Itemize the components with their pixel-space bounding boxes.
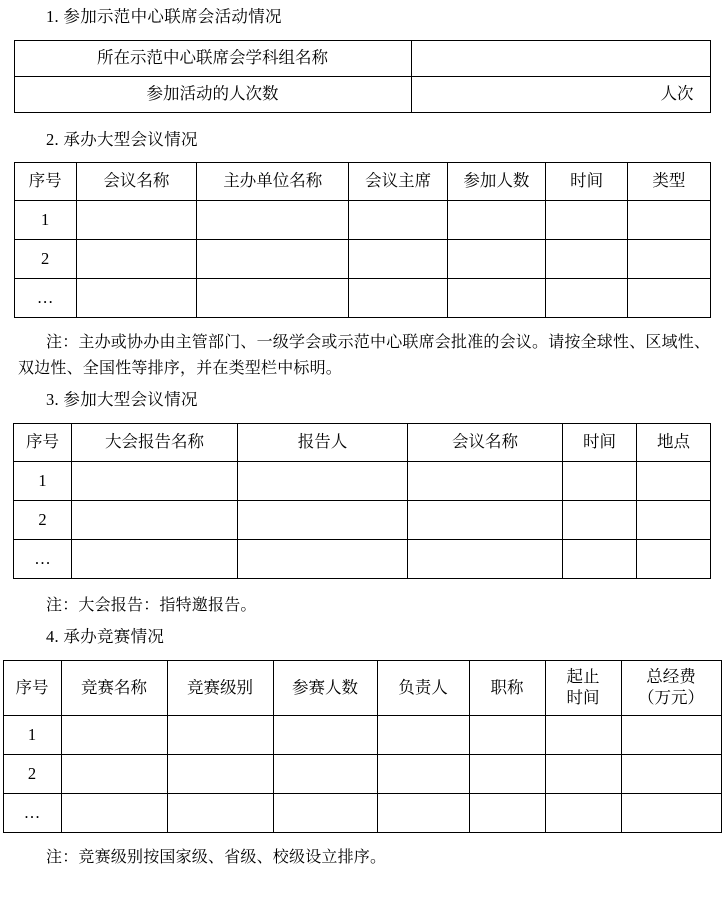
cell-input[interactable] xyxy=(447,279,545,318)
column-header: 时间 xyxy=(563,423,637,461)
row-index: … xyxy=(14,279,76,318)
cell-input[interactable] xyxy=(72,539,238,578)
table-row xyxy=(14,539,711,578)
cell-input[interactable] xyxy=(546,201,628,240)
header-line: 总经费 xyxy=(646,667,696,687)
cell-input[interactable] xyxy=(273,755,377,794)
section-3-note: 注：大会报告：指特邀报告。 xyxy=(46,596,257,614)
gap xyxy=(0,30,724,40)
cell-input[interactable] xyxy=(447,240,545,279)
cell-input[interactable] xyxy=(546,279,628,318)
gap xyxy=(0,579,724,593)
column-header: 参赛人数 xyxy=(273,661,377,716)
section-4-note: 注：竞赛级别按国家级、省级、校级设立排序。 xyxy=(46,849,387,867)
cell-input[interactable] xyxy=(197,201,349,240)
gap xyxy=(0,413,724,423)
cell-input[interactable] xyxy=(167,794,273,833)
cell-input[interactable] xyxy=(349,201,447,240)
column-header xyxy=(545,661,621,716)
row-index: … xyxy=(3,794,61,833)
cell-input[interactable] xyxy=(637,461,711,500)
cell-input[interactable] xyxy=(563,539,637,578)
cell-input[interactable] xyxy=(628,279,710,318)
table-row xyxy=(14,201,710,240)
gap xyxy=(0,113,724,127)
cell-input[interactable] xyxy=(167,755,273,794)
header-line: 起止 xyxy=(566,667,600,687)
section-2-note: 注：主办或协办由主管部门、一级学会或示范中心联席会批准的会议。请按全球性、区域性、双边性、全国性等排序，并在类型栏中标明。 xyxy=(18,334,711,377)
cell-input[interactable] xyxy=(238,539,408,578)
cell-input[interactable] xyxy=(349,240,447,279)
cell-input[interactable] xyxy=(469,794,545,833)
column-header: 竞赛名称 xyxy=(61,661,167,716)
cell-input[interactable] xyxy=(563,461,637,500)
cell-input[interactable] xyxy=(447,201,545,240)
gap xyxy=(0,650,724,660)
cell-input[interactable] xyxy=(621,716,721,755)
column-header: 类型 xyxy=(628,163,710,201)
column-header: 职称 xyxy=(469,661,545,716)
cell-input[interactable] xyxy=(621,755,721,794)
row-index: 2 xyxy=(3,755,61,794)
gap xyxy=(0,833,724,845)
cell-input[interactable] xyxy=(545,716,621,755)
cell-label: 所在示范中心联席会学科组名称 xyxy=(14,40,411,76)
row-index: 1 xyxy=(3,716,61,755)
cell-input[interactable] xyxy=(469,755,545,794)
column-header: 会议主席 xyxy=(349,163,447,201)
table-row xyxy=(3,794,721,833)
table-header-row xyxy=(14,423,711,461)
section-4-title: 4. 承办竞赛情况 xyxy=(46,627,165,647)
column-header: 序号 xyxy=(14,163,76,201)
cell-input[interactable] xyxy=(563,500,637,539)
row-index: 1 xyxy=(14,201,76,240)
cell-input[interactable] xyxy=(377,794,469,833)
section-2-table xyxy=(14,162,711,318)
cell-input[interactable] xyxy=(628,240,710,279)
column-header: 会议名称 xyxy=(408,423,563,461)
column-header: 时间 xyxy=(546,163,628,201)
cell-input[interactable] xyxy=(72,461,238,500)
cell-input[interactable] xyxy=(469,716,545,755)
cell-input[interactable] xyxy=(546,240,628,279)
cell-input[interactable] xyxy=(197,279,349,318)
cell-input[interactable] xyxy=(349,279,447,318)
table-row xyxy=(3,755,721,794)
gap xyxy=(0,152,724,162)
table-row xyxy=(14,76,710,112)
column-header: 地点 xyxy=(637,423,711,461)
cell-input[interactable] xyxy=(545,794,621,833)
cell-input[interactable] xyxy=(61,794,167,833)
row-index: 1 xyxy=(14,461,72,500)
cell-input[interactable] xyxy=(238,500,408,539)
table-row xyxy=(14,279,710,318)
cell-input[interactable] xyxy=(621,794,721,833)
cell-input[interactable] xyxy=(76,201,196,240)
column-header: 序号 xyxy=(14,423,72,461)
cell-input[interactable] xyxy=(545,755,621,794)
section-2-title: 2. 承办大型会议情况 xyxy=(46,129,198,149)
cell-input[interactable] xyxy=(72,500,238,539)
row-index: … xyxy=(14,539,72,578)
column-header xyxy=(621,661,721,716)
cell-input[interactable] xyxy=(637,500,711,539)
column-header: 报告人 xyxy=(238,423,408,461)
cell-input[interactable] xyxy=(408,500,563,539)
cell-input[interactable] xyxy=(61,716,167,755)
column-header: 序号 xyxy=(3,661,61,716)
column-header: 竞赛级别 xyxy=(167,661,273,716)
section-1-table xyxy=(14,40,711,113)
cell-input[interactable] xyxy=(197,240,349,279)
row-index: 2 xyxy=(14,500,72,539)
cell-input[interactable] xyxy=(76,279,196,318)
header-line: （万元） xyxy=(638,688,704,708)
cell-input[interactable] xyxy=(377,716,469,755)
column-header: 会议名称 xyxy=(76,163,196,201)
cell-input[interactable] xyxy=(408,539,563,578)
cell-input[interactable] xyxy=(628,201,710,240)
column-header: 大会报告名称 xyxy=(72,423,238,461)
cell-input[interactable] xyxy=(238,461,408,500)
column-header: 负责人 xyxy=(377,661,469,716)
cell-value[interactable] xyxy=(411,40,710,76)
cell-input[interactable] xyxy=(637,539,711,578)
cell-label: 参加活动的人次数 xyxy=(14,76,411,112)
section-1-title: 1. 参加示范中心联席会活动情况 xyxy=(46,7,282,26)
section-4-table xyxy=(3,660,722,833)
section-3-title: 3. 参加大型会议情况 xyxy=(46,390,198,410)
cell-input[interactable] xyxy=(76,240,196,279)
gap xyxy=(0,318,724,330)
cell-input[interactable] xyxy=(273,794,377,833)
table-row xyxy=(14,500,711,539)
table-row xyxy=(14,240,710,279)
header-line: 时间 xyxy=(566,688,600,708)
cell-input[interactable] xyxy=(408,461,563,500)
cell-input[interactable] xyxy=(377,755,469,794)
table-row xyxy=(14,40,710,76)
cell-input[interactable] xyxy=(167,716,273,755)
column-header: 主办单位名称 xyxy=(197,163,349,201)
column-header: 参加人数 xyxy=(447,163,545,201)
table-header-row xyxy=(14,163,710,201)
cell-input[interactable] xyxy=(273,716,377,755)
row-index: 2 xyxy=(14,240,76,279)
cell-value[interactable]: 人次 xyxy=(411,76,710,112)
table-row xyxy=(14,461,711,500)
section-3-table xyxy=(13,423,711,579)
cell-input[interactable] xyxy=(61,755,167,794)
table-header-row xyxy=(3,661,721,716)
table-row xyxy=(3,716,721,755)
